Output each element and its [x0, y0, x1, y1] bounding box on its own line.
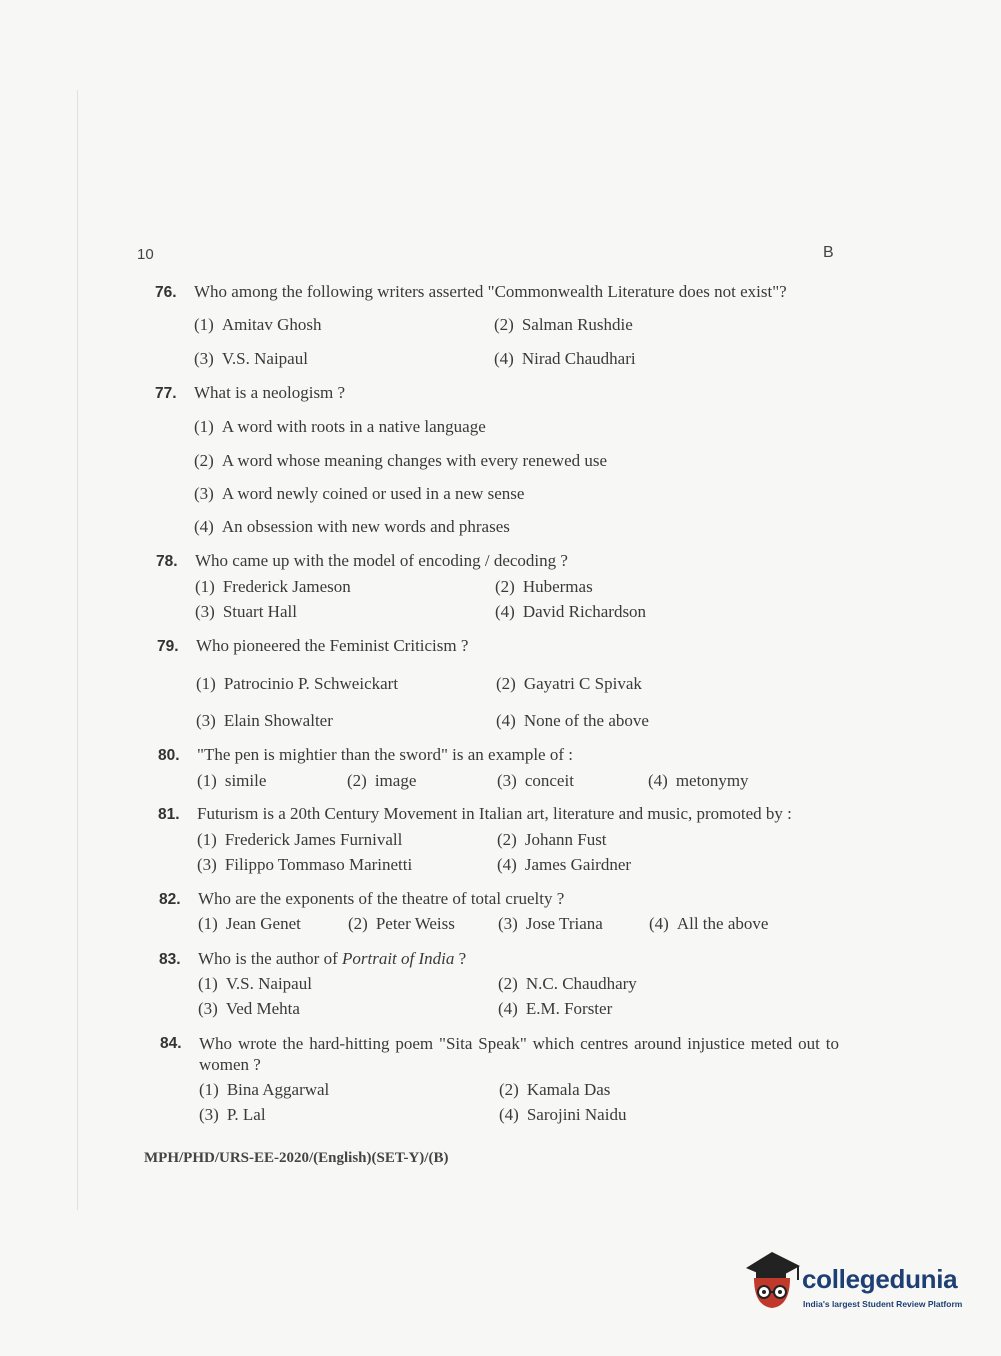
option-4: (4) Nirad Chaudhari	[494, 349, 636, 368]
collegedunia-watermark	[742, 1248, 972, 1318]
option-3: (3) Ved Mehta	[198, 999, 300, 1018]
option-2: (2) A word whose meaning changes with every renewed use	[194, 451, 608, 470]
option-2: (2) Kamala Das	[499, 1080, 611, 1099]
brand-tagline: India's largest Student Review Platform	[803, 1299, 963, 1309]
question-text: Who are the exponents of the theatre of total cruelty ?	[198, 889, 565, 908]
option-1: (1) Frederick Jameson	[195, 577, 351, 596]
question-text: Who among the following writers asserted "Commonwealth Literature does not exist"?	[194, 282, 787, 301]
option-2: (2) Salman Rushdie	[494, 315, 633, 334]
question-text: What is a neologism ?	[194, 383, 346, 402]
option-3: (3) Elain Showalter	[196, 711, 333, 730]
set-letter: B	[823, 244, 834, 261]
question-text: Who came up with the model of encoding / decoding ?	[195, 551, 568, 570]
option-4: (4) An obsession with new words and phrases	[194, 517, 510, 536]
option-1: (1) Patrocinio P. Schweickart	[196, 674, 399, 693]
option-1: (1) Bina Aggarwal	[199, 1080, 330, 1099]
question-number: 84.	[160, 1035, 182, 1052]
option-4: (4) David Richardson	[495, 602, 647, 621]
question-number: 76.	[155, 284, 177, 301]
question-number: 83.	[159, 951, 181, 968]
option-1: (1) Jean Genet	[198, 914, 301, 933]
option-1: (1) simile	[197, 771, 267, 790]
question-text: "The pen is mightier than the sword" is an example of :	[197, 745, 573, 764]
option-2: (2) image	[347, 771, 417, 790]
footer-code: MPH/PHD/URS-EE-2020/(English)(SET-Y)/(B)	[144, 1150, 449, 1166]
option-3: (3) Jose Triana	[498, 914, 603, 933]
option-2: (2) Hubermas	[495, 577, 593, 596]
option-3: (3) V.S. Naipaul	[194, 349, 308, 368]
option-3: (3) Filippo Tommaso Marinetti	[197, 855, 413, 874]
option-4: (4) None of the above	[496, 711, 649, 730]
question-text: Who wrote the hard-hitting poem "Sita Speak" which centres around injustice meted out to women ?	[199, 1034, 839, 1074]
question-text: Futurism is a 20th Century Movement in Italian art, literature and music, promoted by :	[197, 804, 792, 823]
question-text: Who is the author of Portrait of India ?	[198, 949, 467, 968]
question-number: 78.	[156, 553, 178, 570]
option-3: (3) P. Lal	[199, 1105, 266, 1124]
brand-name: collegedunia	[802, 1264, 958, 1294]
option-4: (4) E.M. Forster	[498, 999, 613, 1018]
mascot-icon	[742, 1248, 802, 1318]
question-number: 82.	[159, 891, 181, 908]
option-2: (2) Johann Fust	[497, 830, 607, 849]
option-3: (3) Stuart Hall	[195, 602, 297, 621]
option-2: (2) N.C. Chaudhary	[498, 974, 637, 993]
option-1: (1) V.S. Naipaul	[198, 974, 312, 993]
option-2: (2) Peter Weiss	[348, 914, 455, 933]
option-1: (1) Amitav Ghosh	[194, 315, 322, 334]
option-4: (4) Sarojini Naidu	[499, 1105, 627, 1124]
option-1: (1) Frederick James Furnivall	[197, 830, 403, 849]
option-2: (2) Gayatri C Spivak	[496, 674, 642, 693]
option-3: (3) conceit	[497, 771, 574, 790]
option-4: (4) All the above	[649, 914, 769, 933]
question-number: 80.	[158, 747, 180, 764]
book-title: Portrait of India	[342, 949, 455, 968]
option-4: (4) metonymy	[648, 771, 749, 790]
option-4: (4) James Gairdner	[497, 855, 632, 874]
option-3: (3) A word newly coined or used in a new sense	[194, 484, 525, 503]
question-number: 77.	[155, 385, 177, 402]
question-number: 81.	[158, 806, 180, 823]
page-number: 10	[137, 246, 154, 263]
question-number: 79.	[157, 638, 179, 655]
option-1: (1) A word with roots in a native language	[194, 417, 486, 436]
page-margin-line	[77, 90, 78, 1210]
question-text: Who pioneered the Feminist Criticism ?	[196, 636, 469, 655]
